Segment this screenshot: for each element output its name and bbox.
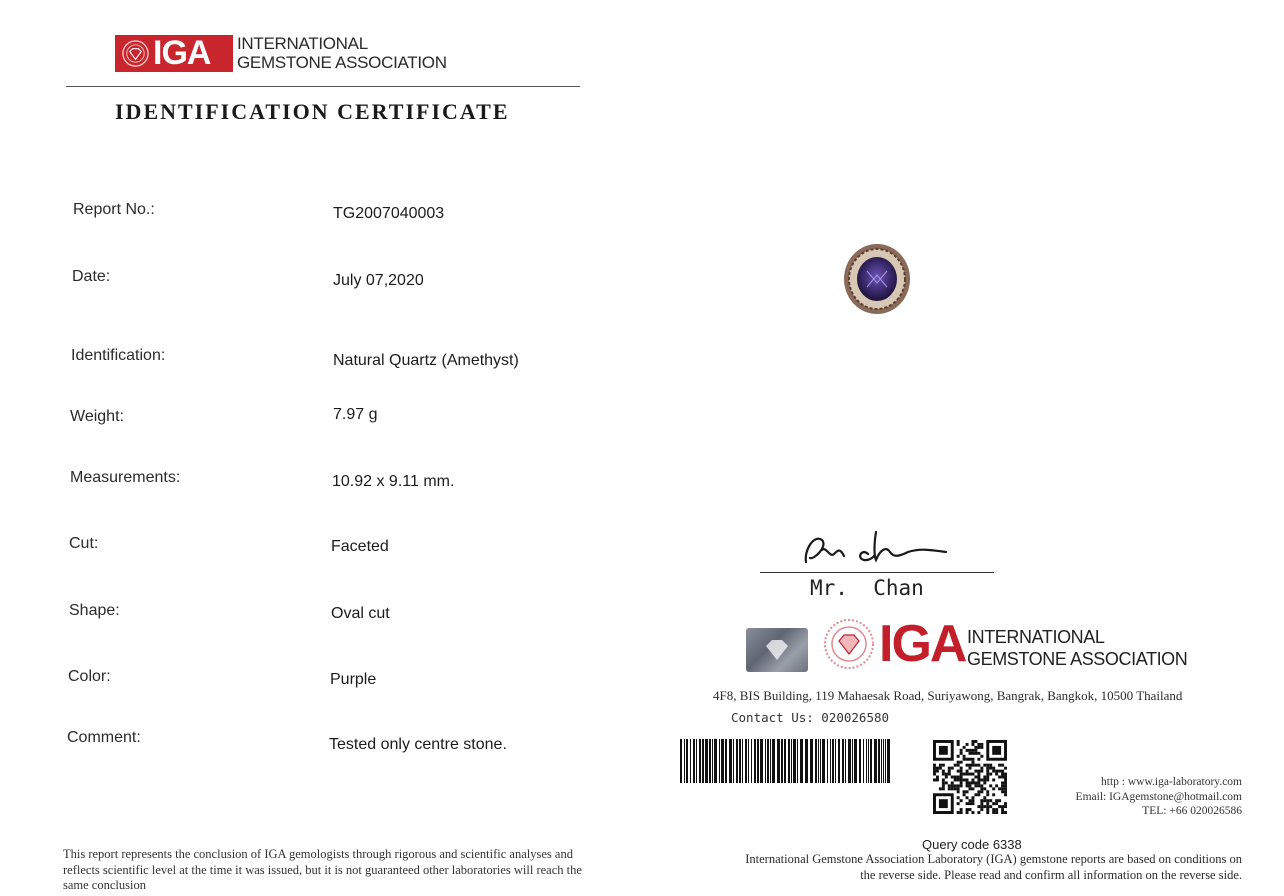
lab-address: 4F8, BIS Building, 119 Mahaesak Road, Suriyawong, Bangrak, Bangkok, 10500 Thailand: [713, 688, 1183, 703]
field-label-weight: Weight:: [70, 408, 124, 425]
footer-logo-line-2: GEMSTONE ASSOCIATION: [967, 649, 1188, 669]
query-code: Query code 6338: [922, 837, 1022, 852]
reverse-side-note: International Gemstone Association Laboratory (IGA) gemstone reports are based on conditions on the reverse side. Please read and confirm all information on the reverse side.: [745, 852, 1242, 882]
field-value-shape: Oval cut: [331, 605, 390, 622]
footer-logo-wordmark: [967, 626, 1187, 670]
footer-logo-line-1: INTERNATIONAL: [967, 627, 1105, 647]
logo-line-2: GEMSTONE ASSOCIATION: [237, 53, 447, 72]
logo-wordmark: [237, 34, 447, 72]
signature-line: [760, 572, 994, 573]
field-label-measurements: Measurements:: [70, 469, 181, 486]
field-value-date: July 07,2020: [333, 272, 424, 289]
field-value-measurements: 10.92 x 9.11 mm.: [332, 473, 455, 490]
field-label-comment: Comment:: [67, 729, 141, 746]
website-link[interactable]: http : www.iga-laboratory.com: [1101, 776, 1242, 788]
field-label-shape: Shape:: [69, 602, 120, 619]
field-value-cut: Faceted: [331, 538, 389, 555]
field-value-color: Purple: [330, 671, 377, 688]
footer-logo-letters: IGA: [879, 615, 966, 673]
field-value-weight: 7.97 g: [333, 406, 378, 423]
header-divider: [66, 86, 580, 87]
gemstone-ring-photo: [843, 243, 911, 315]
signature-scribble: [800, 528, 950, 572]
field-label-color: Color:: [68, 668, 111, 685]
field-label-report-no: Report No.:: [73, 201, 155, 218]
field-label-date: Date:: [72, 268, 111, 285]
certificate-title: IDENTIFICATION CERTIFICATE: [115, 99, 510, 124]
field-value-identification: Natural Quartz (Amethyst): [333, 352, 519, 369]
signatory-name: Mr. Chan: [810, 576, 924, 600]
diamond-emblem-icon: [121, 39, 150, 68]
logo-line-1: INTERNATIONAL: [237, 34, 368, 53]
field-value-comment: Tested only centre stone.: [329, 736, 507, 753]
telephone-number: TEL: +66 020026586: [1142, 805, 1242, 817]
contact-us-phone: Contact Us: 020026580: [731, 710, 890, 725]
hologram-seal: [746, 628, 808, 672]
hologram-diamond-icon: [746, 628, 808, 672]
barcode: [680, 739, 890, 783]
disclaimer-text: This report represents the conclusion of IGA gemologists through rigorous and scientific analyses and reflects scientific level at the time it was issued, but it is not guaranteed other laboratories will reach the same conclusion: [63, 847, 582, 892]
email-address[interactable]: Email: IGAgemstone@hotmail.com: [1075, 790, 1242, 803]
qr-code: [933, 740, 1007, 814]
diamond-emblem-icon: [823, 618, 875, 670]
contact-block: [1010, 775, 1242, 819]
field-label-identification: Identification:: [71, 347, 166, 364]
logo-letters: IGA: [153, 34, 211, 72]
field-value-report-no: TG2007040003: [333, 205, 445, 222]
iga-logo: [115, 35, 233, 72]
field-label-cut: Cut:: [69, 535, 99, 552]
